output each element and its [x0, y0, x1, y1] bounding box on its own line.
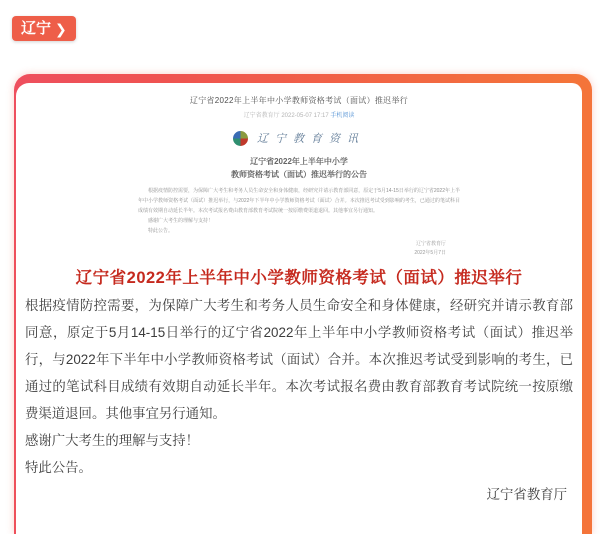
announcement-card [14, 74, 592, 534]
mini-doc-title-line1: 辽宁省2022年上半年中小学 [250, 157, 348, 166]
announcement-thanks: 感谢广大考生的理解与支持！ [25, 433, 200, 448]
mobile-read-link[interactable]: 手机阅读 [330, 113, 355, 119]
site-logo-text: 辽宁教育资讯 [257, 133, 365, 145]
mini-article-meta [138, 110, 460, 119]
mini-doc-footer [138, 240, 460, 258]
mini-doc-notice: 特此公告。 [148, 228, 174, 234]
announcement-text [25, 292, 573, 508]
mini-doc-title [138, 155, 460, 181]
mini-article-time: 2022-05-07 17:17 [281, 113, 329, 119]
announcement-notice: 特此公告。 [25, 460, 92, 475]
announcement-card-body [16, 83, 582, 534]
pie-circle-icon [233, 131, 248, 146]
mini-doc-paragraph: 根据疫情防控需要，为保障广大考生和考务人员生命安全和身体健康，经研究并请示教育部同意，原定于5月14-15日举行的辽宁省2022年上半年中小学教师资格考试（面试）推迟举行，与2022年下半年中小学教师资格考试（面试）合并。本次推迟考试受到影响的考生，已通过的笔试科目成绩有效期自动延长半年。本次考试报名费由教育部教育考试院统一按原缴费渠道退回。其他事宜另行通知。 [138, 188, 460, 214]
announcement-title: 辽宁省2022年上半年中小学教师资格考试（面试）推迟举行 [75, 269, 523, 287]
region-tag-label: 辽宁 [21, 20, 52, 37]
mini-article-source: 辽宁省教育厅 [243, 113, 280, 119]
mini-doc-signature: 辽宁省教育厅 [415, 241, 446, 247]
announcement-paragraph: 根据疫情防控需要，为保障广大考生和考务人员生命安全和身体健康，经研究并请示教育部同意，原定于5月14-15日举行的辽宁省2022年上半年中小学教师资格考试（面试）推迟举行，与2022年下半年中小学教师资格考试（面试）合并。本次推迟考试受到影响的考生，已通过的笔试科目成绩有效期自动延长半年。本次考试报名费由教育部教育考试院统一按原缴费渠道退回。其他事宜另行通知。 [25, 298, 573, 421]
mini-doc-date: 2022年5月7日 [414, 250, 446, 256]
chevron-right-icon: ❯ [55, 20, 67, 37]
mini-doc-body [138, 186, 460, 236]
site-logo [138, 130, 460, 146]
mini-doc-thanks: 感谢广大考生的理解与支持！ [148, 218, 214, 224]
announcement-signature: 辽宁省教育厅 [486, 487, 567, 502]
mini-doc-title-line2: 教师资格考试（面试）推迟举行的公告 [231, 170, 367, 179]
region-tag[interactable] [12, 16, 76, 41]
mini-article-title: 辽宁省2022年上半年中小学教师资格考试（面试）推迟举行 [189, 96, 409, 105]
embedded-article-image [138, 95, 460, 258]
